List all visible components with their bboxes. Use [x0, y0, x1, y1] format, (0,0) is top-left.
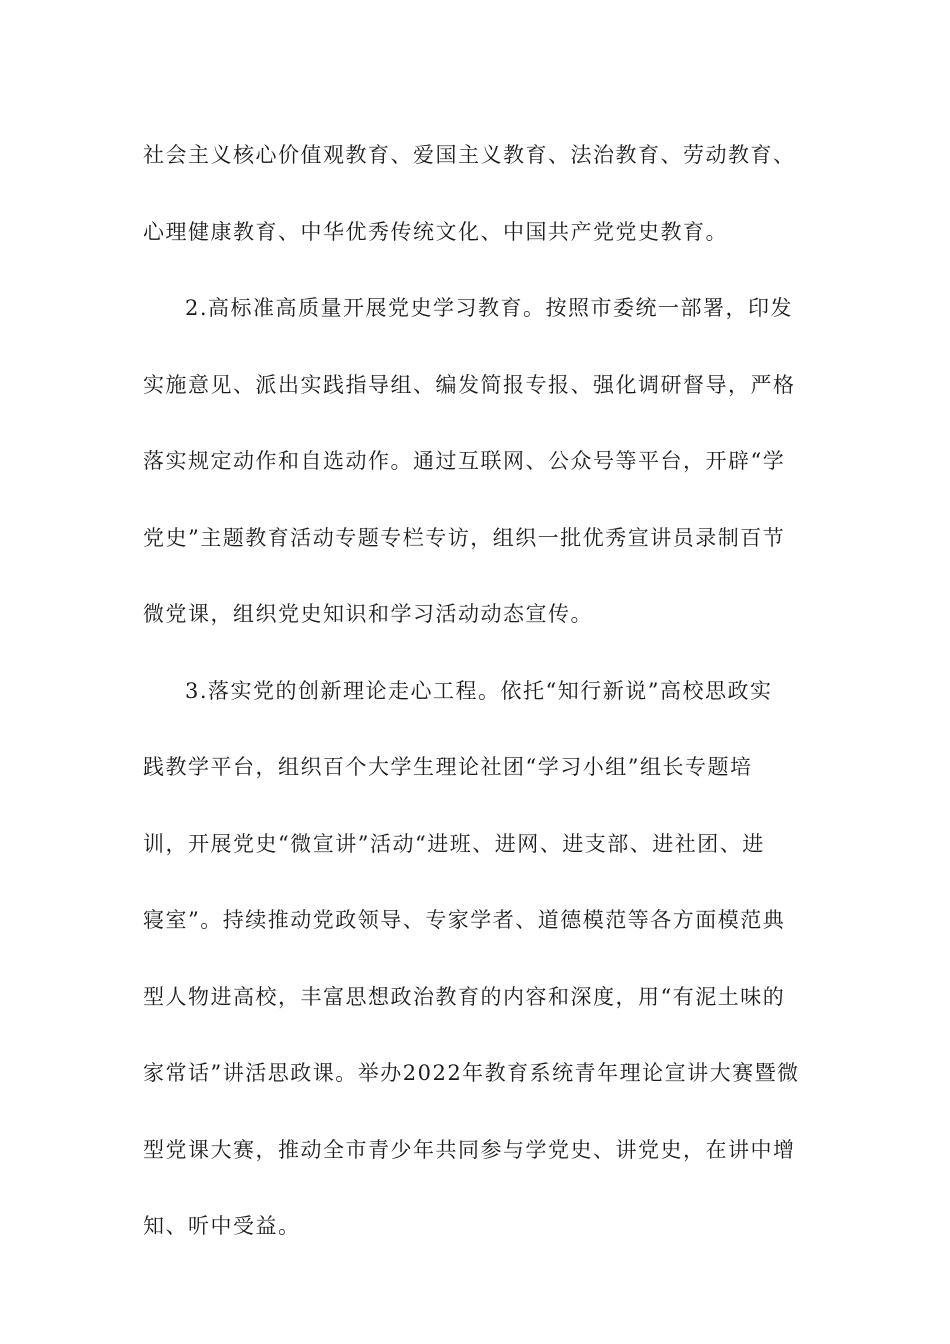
- paragraph-2-start: 2.高标准高质量开展党史学习教育。按照市委统一部署，印发: [185, 296, 794, 320]
- text-line: 落实规定动作和自选动作。通过互联网、公众号等平台，开辟“学: [143, 449, 786, 473]
- document-body: [143, 130, 803, 1278]
- text-line: 寝室”。持续推动党政领导、专家学者、道德模范等各方面模范典: [143, 908, 786, 932]
- text-line: 实施意见、派出实践指导组、编发简报专报、强化调研督导，严格: [143, 372, 796, 397]
- text-line: 知、听中受益。: [143, 1214, 301, 1238]
- text-line: 训，开展党史“微宣讲”活动“进班、进网、进支部、进社团、进: [143, 831, 765, 856]
- paragraph-3-start: 3.落实党的创新理论走心工程。依托“知行新说”高校思政实: [185, 678, 773, 703]
- text-line: 型人物进高校，丰富思想政治教育的内容和深度，用“有泥土味的: [143, 984, 786, 1009]
- text-line: 微党课，组织党史知识和学习活动动态宣传。: [143, 602, 593, 626]
- text-line: 践教学平台，组织百个大学生理论社团“学习小组”组长专题培: [143, 755, 753, 779]
- text-line: 社会主义核心价值观教育、爱国主义教育、法治教育、劳动教育、: [143, 143, 796, 167]
- text-line: 型党课大赛，推动全市青少年共同参与学党史、讲党史，在讲中增: [143, 1137, 796, 1162]
- text-line: 家常话”讲活思政课。举办2022年教育系统青年理论宣讲大赛暨微: [143, 1061, 800, 1085]
- text-line: 党史”主题教育活动专题专栏专访，组织一批优秀宣讲员录制百节: [143, 525, 786, 550]
- text-line: 心理健康教育、中华优秀传统文化、中国共产党党史教育。: [143, 219, 728, 244]
